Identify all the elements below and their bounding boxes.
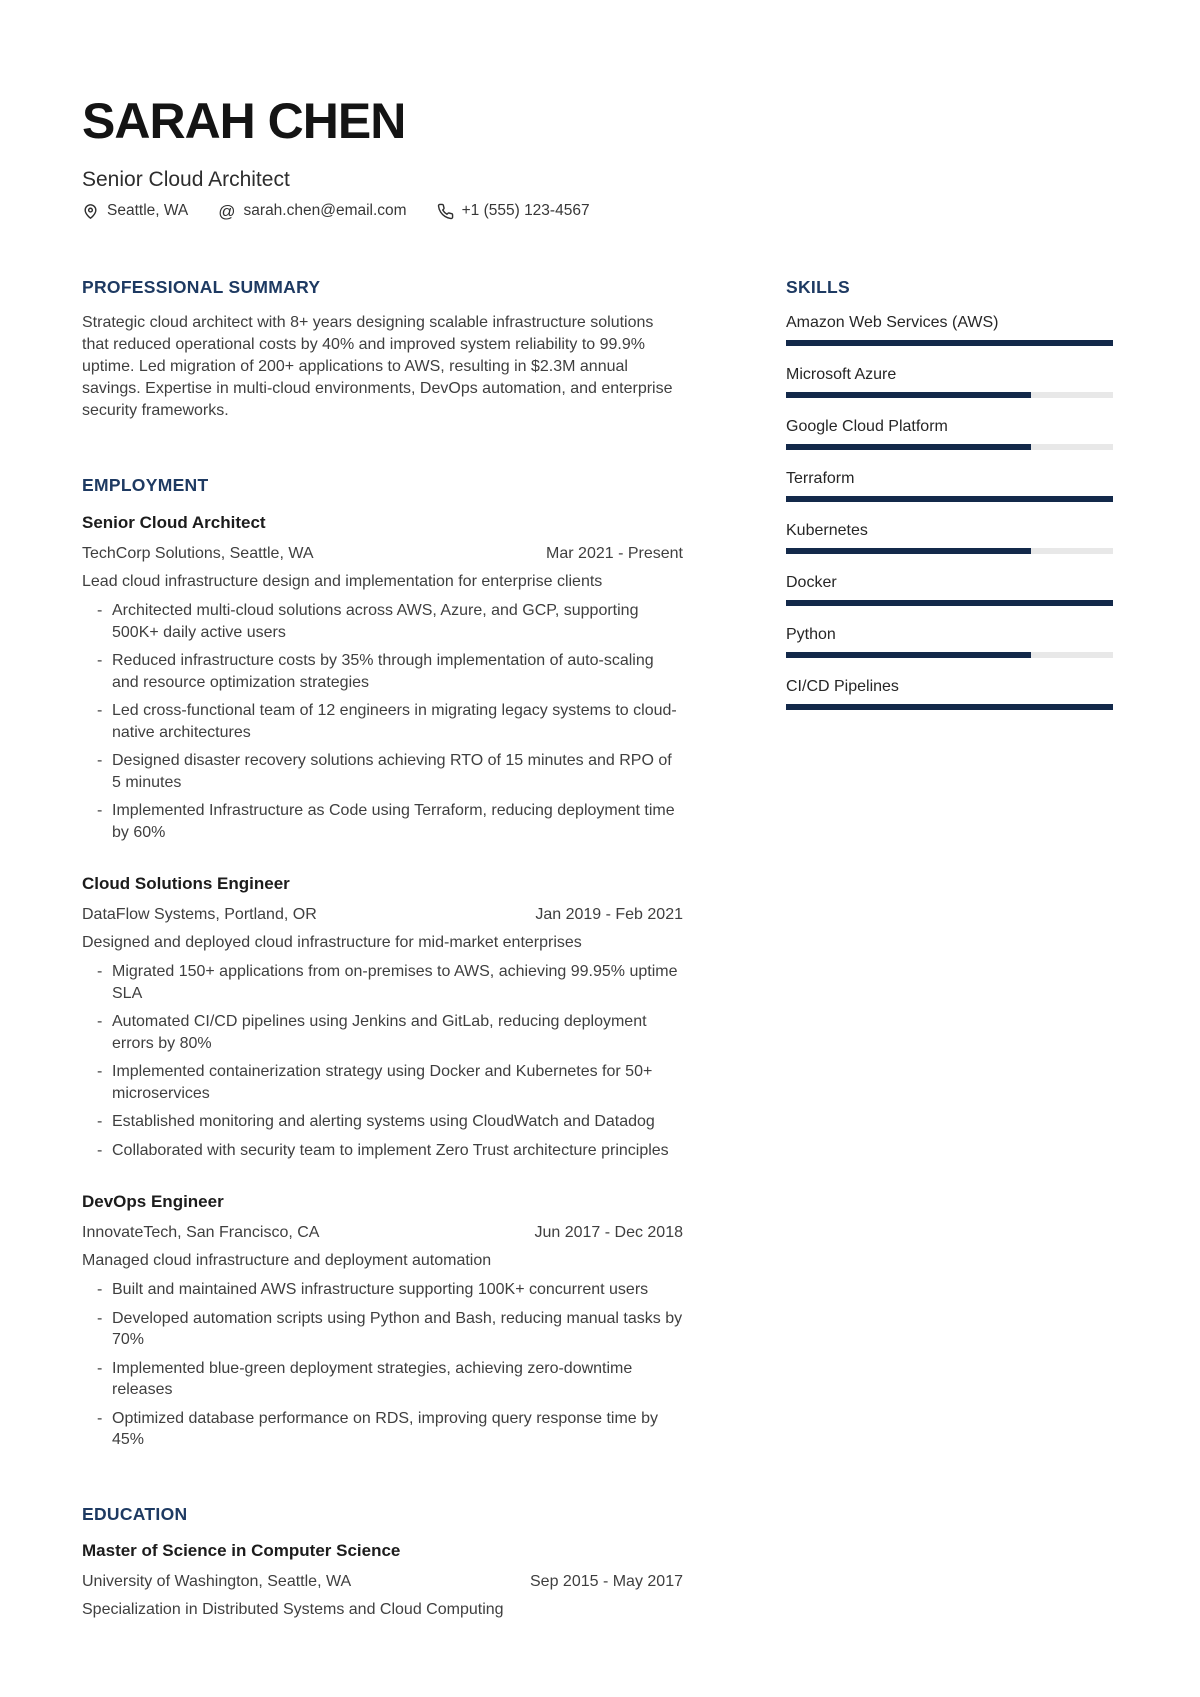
skill-bar-fill (786, 444, 1031, 450)
job-bullet: - Architected multi-cloud solutions across AWS, Azure, and GCP, supporting 500K+ daily active users (82, 600, 683, 643)
job-title: DevOps Engineer (82, 1192, 224, 1212)
phone-icon (437, 203, 454, 220)
skill-bar-track (786, 444, 1113, 450)
skill-name: Docker (786, 574, 837, 592)
skill-name: Python (786, 626, 836, 644)
email-at-icon: @ (218, 201, 236, 221)
skill-name: Terraform (786, 470, 855, 488)
candidate-name: SARAH CHEN (82, 93, 406, 149)
sidebar-column (786, 276, 1113, 1620)
education-school: University of Washington, Seattle, WA (82, 1572, 352, 1590)
job-bullet: - Built and maintained AWS infrastructure supporting 100K+ concurrent users (82, 1279, 683, 1301)
summary-text: Strategic cloud architect with 8+ years designing scalable infrastructure solutions that reduced operational costs by 40% and improved system reliability to 99.9% uptime. Led migration of 200+ applications to AWS, resulting in $2.3M annual savings. Expertise in multi-cloud environments, DevOps automation, and enterprise security frameworks. (82, 314, 673, 420)
job-company: DataFlow Systems, Portland, OR (82, 906, 317, 924)
job-bullet: - Implemented Infrastructure as Code using Terraform, reducing deployment time by 60% (82, 800, 683, 843)
skill-item (786, 625, 1113, 658)
skills-section (786, 276, 1113, 710)
skill-bar-track (786, 548, 1113, 554)
contact-row (82, 202, 1113, 220)
job-bullet: - Established monitoring and alerting systems using CloudWatch and Datadog (82, 1111, 683, 1133)
skill-name: Kubernetes (786, 522, 868, 540)
job-bullet: - Collaborated with security team to implement Zero Trust architecture principles (82, 1140, 683, 1162)
job-meta-row (82, 904, 683, 925)
education-heading: EDUCATION (82, 1503, 188, 1524)
job-bullet: - Led cross-functional team of 12 engineers in migrating legacy systems to cloud-native architectures (82, 700, 683, 743)
summary-section (82, 276, 683, 422)
skill-item (786, 677, 1113, 710)
contact-email-text: sarah.chen@email.com (243, 202, 407, 220)
skill-bar-track (786, 600, 1113, 606)
skill-bar-fill (786, 600, 1113, 606)
job-bullets (82, 961, 683, 1161)
skill-bar-fill (786, 496, 1113, 502)
job-company: InnovateTech, San Francisco, CA (82, 1224, 320, 1242)
job-entry (82, 873, 683, 1161)
skill-bar-track (786, 340, 1113, 346)
job-title: Senior Cloud Architect (82, 513, 266, 533)
skills-heading: SKILLS (786, 277, 851, 298)
candidate-job-title: Senior Cloud Architect (82, 168, 290, 191)
skill-bar-track (786, 392, 1113, 398)
job-lead: Designed and deployed cloud infrastructure for mid-market enterprises (82, 934, 582, 952)
job-bullet: - Implemented blue-green deployment strategies, achieving zero-downtime releases (82, 1358, 683, 1401)
job-company: TechCorp Solutions, Seattle, WA (82, 545, 314, 563)
education-degree: Master of Science in Computer Science (82, 1540, 401, 1560)
job-lead: Lead cloud infrastructure design and implementation for enterprise clients (82, 573, 603, 591)
skill-bar-fill (786, 652, 1031, 658)
skill-bar-track (786, 652, 1113, 658)
education-meta-row (82, 1571, 683, 1592)
job-bullet: - Optimized database performance on RDS, improving query response time by 45% (82, 1408, 683, 1451)
job-title: Cloud Solutions Engineer (82, 874, 290, 894)
skill-bar-track (786, 496, 1113, 502)
job-dates: Mar 2021 - Present (546, 545, 683, 563)
education-dates: Sep 2015 - May 2017 (530, 1572, 683, 1590)
skill-bar-track (786, 704, 1113, 710)
contact-phone (437, 202, 590, 220)
jobs-list (82, 512, 683, 1451)
contact-location-text: Seattle, WA (107, 202, 189, 220)
skills-list (786, 313, 1113, 710)
skill-item (786, 469, 1113, 502)
location-pin-icon (82, 203, 99, 220)
job-bullet: - Reduced infrastructure costs by 35% through implementation of auto-scaling and resource optimization strategies (82, 650, 683, 693)
employment-heading: EMPLOYMENT (82, 475, 209, 496)
job-entry (82, 1191, 683, 1451)
skill-item (786, 365, 1113, 398)
contact-location (82, 202, 188, 220)
job-bullet: - Designed disaster recovery solutions achieving RTO of 15 minutes and RPO of 5 minutes (82, 750, 683, 793)
job-lead: Managed cloud infrastructure and deployment automation (82, 1252, 492, 1270)
skill-item (786, 313, 1113, 346)
skill-item (786, 573, 1113, 606)
job-bullet: - Implemented containerization strategy using Docker and Kubernetes for 50+ microservices (82, 1061, 683, 1104)
education-note: Specialization in Distributed Systems and Cloud Computing (82, 1600, 504, 1618)
skill-bar-fill (786, 704, 1113, 710)
job-dates: Jan 2019 - Feb 2021 (535, 906, 683, 924)
job-meta-row (82, 1222, 683, 1243)
skill-bar-fill (786, 340, 1113, 346)
job-dates: Jun 2017 - Dec 2018 (534, 1224, 683, 1242)
skill-name: Google Cloud Platform (786, 418, 948, 436)
skill-name: CI/CD Pipelines (786, 678, 899, 696)
contact-email (218, 202, 406, 220)
resume-columns (82, 276, 1113, 1620)
job-bullets (82, 600, 683, 843)
job-entry (82, 512, 683, 843)
summary-heading: PROFESSIONAL SUMMARY (82, 277, 321, 298)
skill-name: Microsoft Azure (786, 366, 897, 384)
job-bullet: - Developed automation scripts using Python and Bash, reducing manual tasks by 70% (82, 1308, 683, 1351)
skill-bar-fill (786, 548, 1031, 554)
resume-header (82, 93, 1113, 221)
skill-item (786, 417, 1113, 450)
job-bullet: - Migrated 150+ applications from on-premises to AWS, achieving 99.95% uptime SLA (82, 961, 683, 1004)
job-bullets (82, 1279, 683, 1451)
skill-bar-fill (786, 392, 1031, 398)
contact-phone-text: +1 (555) 123-4567 (461, 202, 590, 220)
skill-item (786, 521, 1113, 554)
employment-section (82, 474, 683, 1451)
job-bullet: - Automated CI/CD pipelines using Jenkins and GitLab, reducing deployment errors by 80% (82, 1011, 683, 1054)
main-column (82, 276, 683, 1620)
education-section (82, 1503, 683, 1620)
skill-name: Amazon Web Services (AWS) (786, 314, 999, 332)
job-meta-row (82, 543, 683, 564)
